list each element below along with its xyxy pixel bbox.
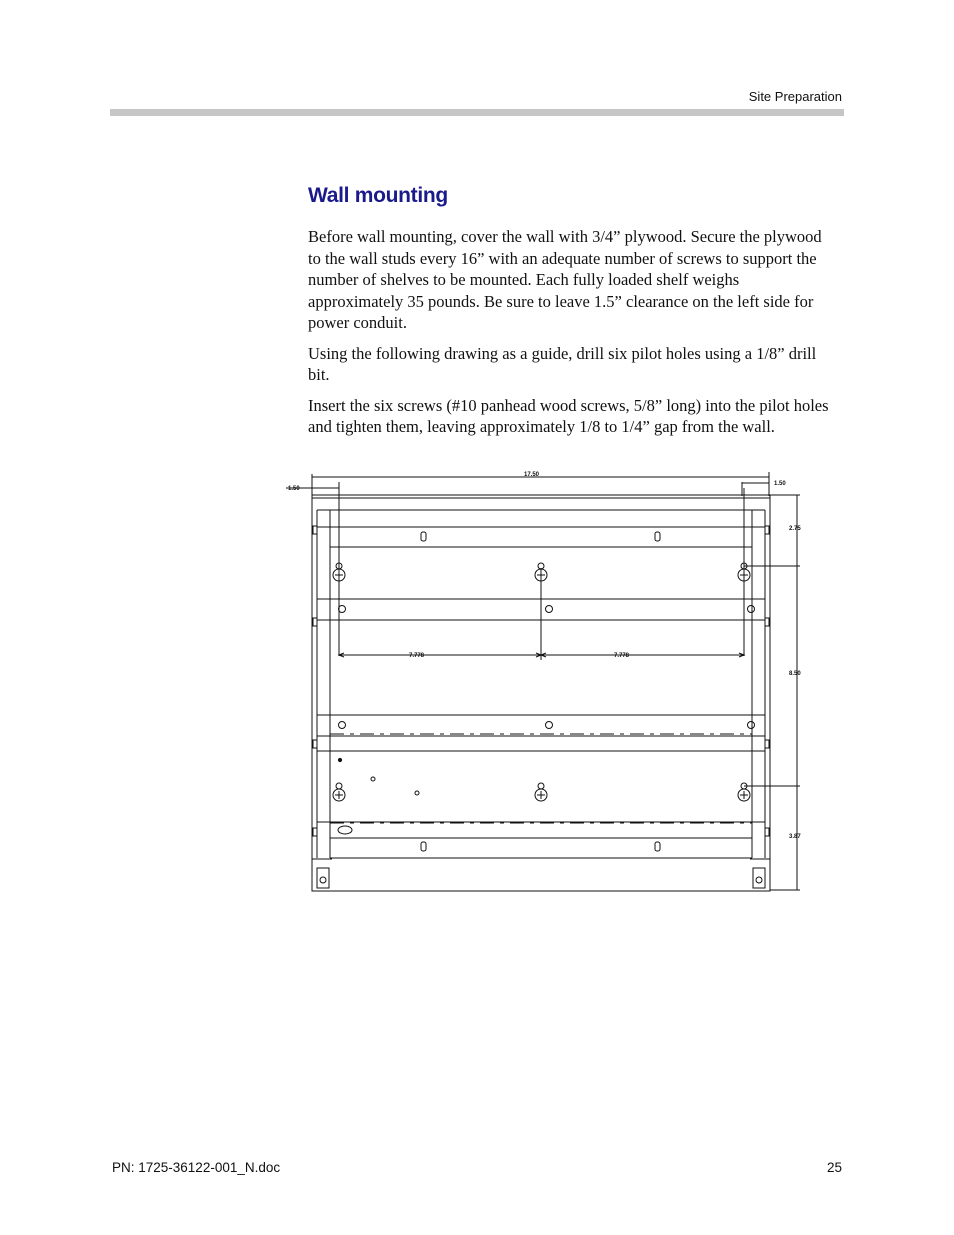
footer-part-number: PN: 1725-36122-001_N.doc bbox=[112, 1160, 281, 1175]
dim-overall-width: 17.50 bbox=[524, 472, 540, 478]
dim-spacing-right: 7.778 bbox=[614, 653, 630, 659]
dim-top-offset: 2.75 bbox=[789, 526, 801, 532]
header-rule bbox=[110, 109, 844, 116]
footer-page-number: 25 bbox=[826, 1160, 842, 1175]
dim-spacing-left: 7.778 bbox=[409, 653, 425, 659]
paragraph-pilot-holes: Using the following drawing as a guide, drill six pilot holes using a 1/8” drill bit. bbox=[308, 343, 817, 384]
section-title: Wall mounting bbox=[308, 184, 448, 207]
dim-left-offset: 1.50 bbox=[288, 486, 300, 492]
paragraph-plywood: Before wall mounting, cover the wall with 3/4” plywood. Secure the plywood to the wall studs every 16” with an adequate number of screws to support the number of shelves to be mounted. Each fully loaded shelf weighs approximately 35 pounds. Be sure to leave 1.5” clearance on the left side for power conduit. bbox=[308, 227, 822, 332]
running-header: Site Preparation bbox=[748, 89, 842, 104]
body-text bbox=[308, 226, 836, 447]
wall-mount-drawing bbox=[284, 468, 808, 898]
paragraph-insert-screws: Insert the six screws (#10 panhead wood screws, 5/8” long) into the pilot holes and tighten them, leaving approximately 1/8 to 1/4” gap from the wall. bbox=[308, 395, 829, 436]
dim-bottom-offset: 3.87 bbox=[789, 834, 801, 840]
dim-vertical-spacing: 8.50 bbox=[789, 671, 801, 677]
dim-right-offset: 1.50 bbox=[774, 481, 786, 487]
